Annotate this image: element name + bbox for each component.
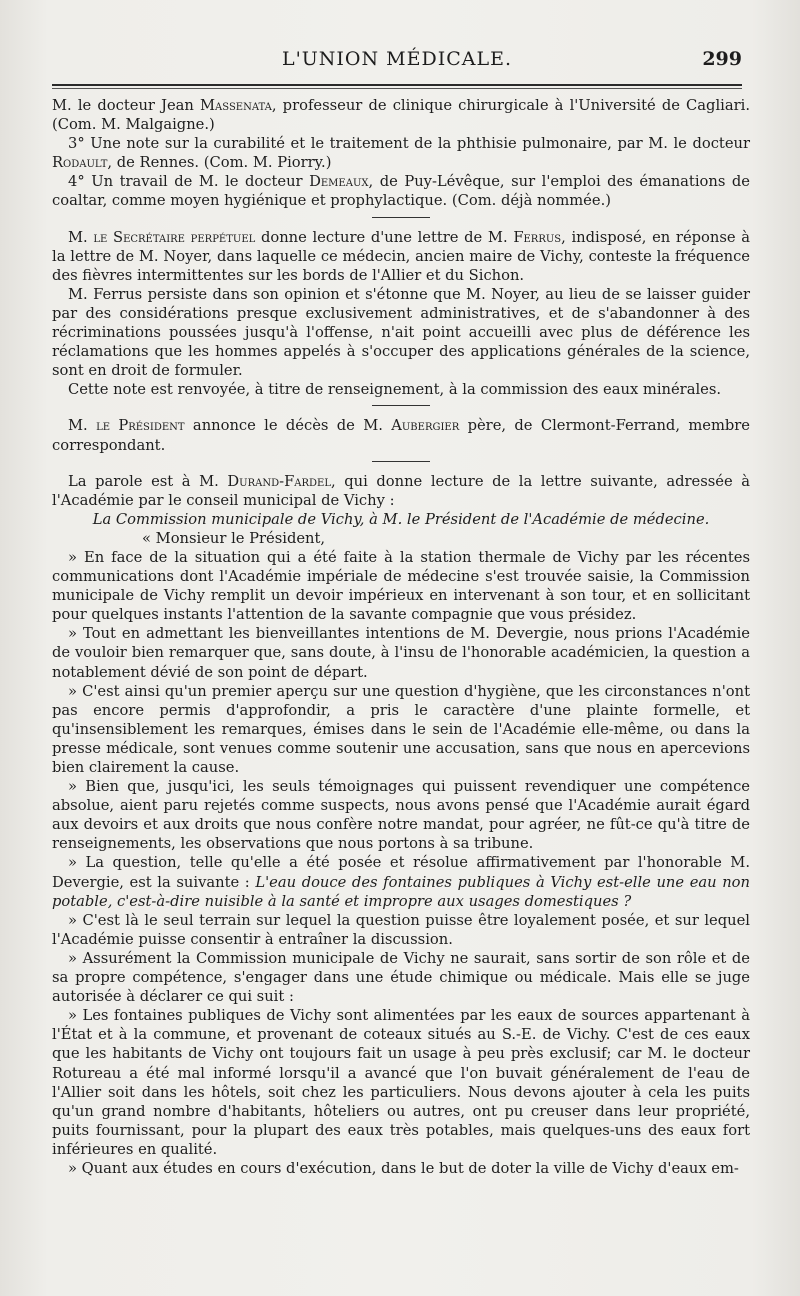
paragraph-4: M. le Secrétaire perpétuel donne lecture d'une lettre de M. Ferrus, indisposé, en réponse à la lettre de M. Noyer, dans laquelle ce médecin, ancien maire de Vichy, conteste la fréquence des fièvres intermittentes sur les bords de l'Allier et du Sichon. [52,228,750,284]
paragraph-2: 3° Une note sur la curabilité et le traitement de la phthisie pulmonaire, par M. le docteur Rodault, de Rennes. (Com. M. Piorry.) [52,135,750,172]
paragraph-6: Cette note est renvoyée, à titre de renseignement, à la commission des eaux minérales. [68,381,722,399]
person-name: Rodault [52,154,108,172]
paragraph-3: 4° Un travail de M. le docteur Demeaux, de Puy-Lévêque, sur l'emploi des émanations de coaltar, comme moyen hygiénique et prophylactique. (Com. déjà nommée.) [52,173,750,210]
page-number: 299 [702,48,742,70]
paragraph-7: M. le Président annonce le décès de M. Aubergier père, de Clermont-Ferrand, membre correspondant. [52,417,750,454]
paragraph-17: » Quant aux études en cours d'exécution, dans le but de doter la ville de Vichy d'eaux em- [68,1159,739,1177]
section-separator [372,405,430,406]
paragraph-8: La parole est à M. Durand-Fardel, qui donne lecture de la lettre suivante, adressée à l'Académie par le conseil municipal de Vichy : [52,472,750,509]
person-name: Durand-Fardel [227,472,331,490]
page-header [52,42,742,76]
header-rule [52,84,742,86]
paragraph-16: » Les fontaines publiques de Vichy sont alimentées par les eaux de sources appartenant à l'État et à la commune, et provenant de coteaux situés au S.-E. de Vichy. C'est de ces eaux que les habitants de Vichy ont toujours fait un usage à peu près exclusif; car M. le docteur Rotureau a été mal informé lorsqu'il a avancé que l'on buvait généralement de l'eau de l'Allier soit dans les hôtels, soit chez les particuliers. Nous devons ajouter à cela les puits qu'un grand nombre d'habitants, hôteliers ou autres, ont pu creuser dans leur propriété, puits fournissant, pour la plupart des eaux très potables, mais quelques-uns des eaux fort inférieures en qualité. [52,1007,750,1158]
office-title: le Secrétaire perpétuel [93,228,256,246]
letter-title: La Commission municipale de Vichy, à M. le Président de l'Académie de médecine. [92,510,710,528]
paragraph-9: » En face de la situation qui a été faite à la station thermale de Vichy par les récentes communications dont l'Académie impériale de médecine s'est trouvée saisie, la Commission municipale de Vichy remplit un devoir impérieux en intervenant à son tour, et en sollicitant pour quelques instants l'attention de la savante compagnie que vous présidez. [52,548,750,624]
paragraph-13: » La question, telle qu'elle a été posée et résolue affirmativement par l'honorable M. Devergie, est la suivante : L'eau douce des fontaines publiques à Vichy est-elle une eau non potable, c'est-à-dire nuisible à la santé et impropre aux usages domestiques ? [52,854,750,910]
section-separator [372,217,430,218]
header-rule-thin [52,88,742,89]
office-title: le Président [96,417,185,435]
paragraph-11: » C'est ainsi qu'un premier aperçu sur une question d'hygiène, que les circonstances n'ont pas encore permis d'approfondir, a pris le caractère d'une plainte formelle, et qu'insensiblement les remarques, émises dans le sein de l'Académie elle-même, ou dans la presse médicale, sont venues comme soutenir une accusation, sans que nous en apercevions bien clairement la cause. [52,682,750,776]
page-body [52,96,750,1178]
paragraph-12: » Bien que, jusqu'ici, les seuls témoignages qui puissent revendiquer une compétence absolue, aient paru rejetés comme suspects, nous avons pensé que l'Académie aurait égard aux devoirs et aux droits que nous confère notre mandat, pour agréer, ne fût-ce qu'à titre de renseignements, les observations que nous portons à sa tribune. [52,778,750,853]
person-name: Ferrus [513,228,562,246]
paragraph-5: M. Ferrus persiste dans son opinion et s'étonne que M. Noyer, au lieu de se laisser guider par des considérations presque exclusivement administratives, et de s'abandonner à des récriminations poussées jusqu'à l'offense, n'ait point accueilli avec plus de déférence les réclamations que les hommes appelés à s'occuper des applications générales de la science, sont en droit de formuler. [52,285,750,380]
paragraph-15: » Assurément la Commission municipale de Vichy ne saurait, sans sortir de son rôle et de sa propre compétence, s'engager dans une étude chimique ou médicale. Mais elle se juge autorisée à déclarer ce qui suit : [52,949,750,1006]
section-separator [372,461,430,462]
question-text: L'eau douce des fontaines publiques à Vichy est-elle une eau non potable, c'est-à-dire nuisible à la santé et impropre aux usages domestiques ? [52,873,750,910]
paragraph-14: » C'est là le seul terrain sur lequel la question puisse être loyalement posée, et sur lequel l'Académie puisse consentir à entraîner la discussion. [52,911,750,948]
person-name: Massenata [200,97,272,114]
person-name: Aubergier [391,417,460,435]
paragraph-10: » Tout en admettant les bienveillantes intentions de M. Devergie, nous prions l'Académie de vouloir bien remarquer que, sans doute, à l'insu de l'honorable académicien, la question a notablement dévié de son point de départ. [52,625,750,681]
paragraph-1: M. le docteur Jean Massenata, professeur de clinique chirurgicale à l'Université de Cagliari. (Com. M. Malgaigne.) [52,97,750,134]
letter-salutation: « Monsieur le Président, [142,529,326,547]
running-title: L'UNION MÉDICALE. [281,48,513,70]
person-name: Demeaux [309,173,369,191]
